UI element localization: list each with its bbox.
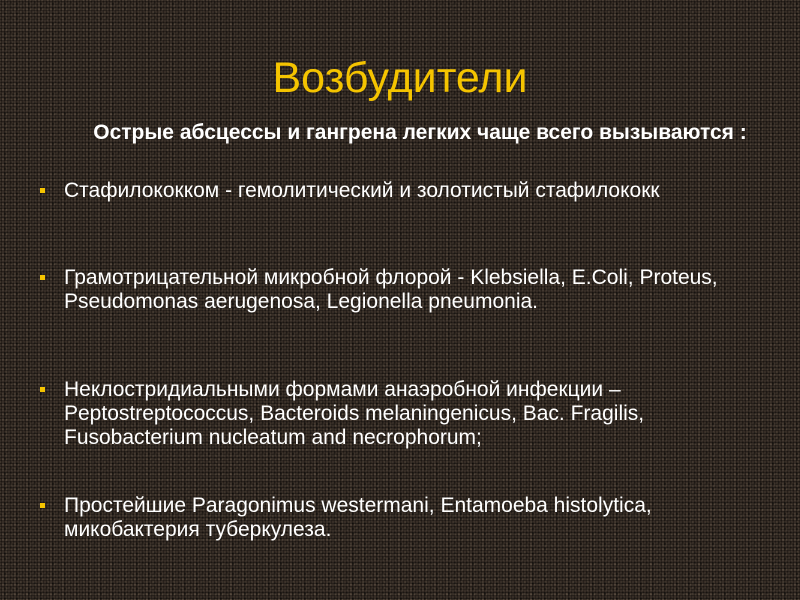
bullet-square-icon [40,387,45,392]
slide-subtitle: Острые абсцессы и гангрена легких чаще всего вызываются : [93,121,747,144]
bullet-square-icon [40,275,45,280]
bullet-text: Стафилококком - гемолитический и золотистый стафилококк [64,179,660,202]
bullet-square-icon [40,188,45,193]
bullet-square-icon [40,503,45,508]
bullet-text: Неклостридиальными формами анаэробной инфекции – Peptostreptococcus, Bacteroids melaningenicus, Bac. Fragilis, Fusobacterium nucleatum and necrophorum; [64,378,645,449]
bullet-text: Простейшие Paragonimus westermani, Entamoeba histolytica, микобактерия туберкулеза. [64,494,652,541]
slide-title: Возбудители [272,54,528,102]
bullet-text: Грамотрицательной микробной флорой - Klebsiella, E.Coli, Proteus, Pseudomonas aerugenosa, Legionella pneumonia. [64,266,718,313]
